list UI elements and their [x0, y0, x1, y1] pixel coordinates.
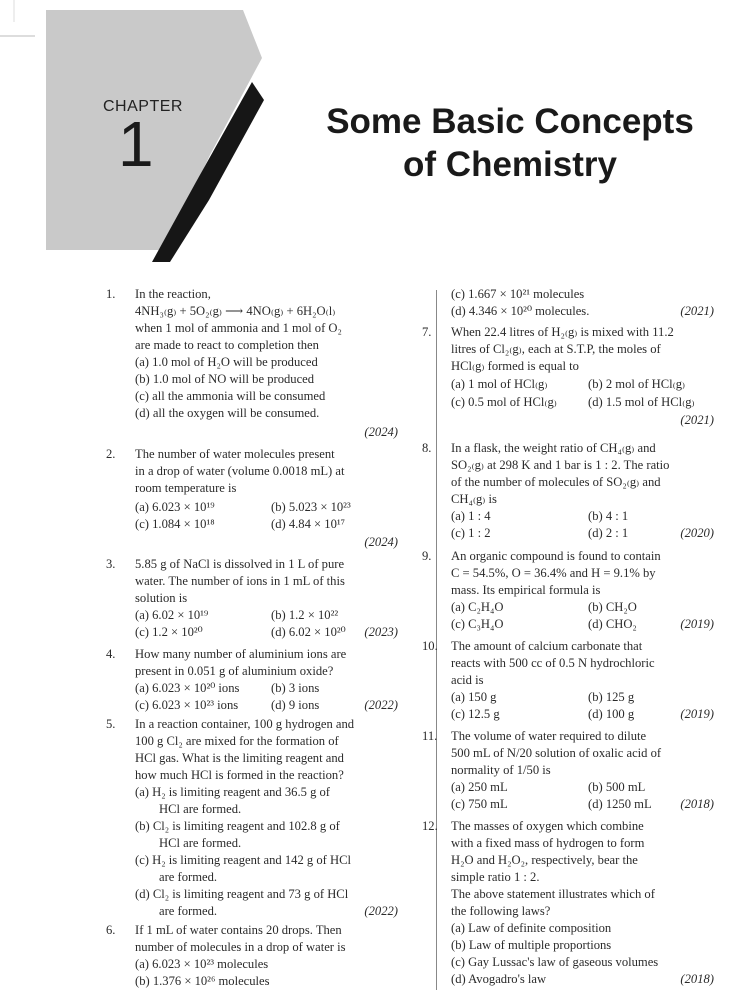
option-b: (b) Law of multiple proportions — [451, 938, 612, 952]
exam-year: (2022) — [364, 698, 398, 712]
option-a: (a) 1 mol of HCl₍g₎ — [451, 377, 548, 391]
option-a: (a) H₂ is limiting reagent and 36.5 g of — [135, 785, 331, 799]
question-5 — [106, 716, 398, 921]
option-d: (d) 9 ions — [271, 698, 320, 712]
exam-year: (2024) — [364, 535, 398, 549]
question-12 — [422, 818, 714, 990]
reaction-equation: 4NH₃₍g₎ + 5O₂₍g₎ ⟶ 4NO₍g₎ + 6H₂O₍l₎ — [135, 304, 336, 318]
option-b: (b) 4 : 1 — [588, 509, 629, 523]
question-stem: reacts with 500 cc of 0.5 N hydrochloric — [451, 656, 655, 670]
exam-year: (2022) — [364, 904, 398, 918]
option-c: (c) H₂ is limiting reagent and 142 g of HCl — [135, 853, 351, 867]
question-stem: SO₂₍g₎ at 298 K and 1 bar is 1 : 2. The ratio — [451, 458, 670, 472]
option-a-cont: HCl are formed. — [159, 802, 242, 816]
question-number: 5. — [106, 717, 116, 731]
question-number: 12. — [422, 819, 438, 833]
option-a: (a) 250 mL — [451, 780, 508, 794]
exam-year: (2019) — [680, 707, 714, 721]
right-column — [422, 286, 714, 991]
question-stem: CH₄₍g₎ is — [451, 492, 497, 506]
question-stem: with a fixed mass of hydrogen to form — [451, 836, 645, 850]
title-line-2: of Chemistry — [403, 145, 617, 184]
question-3 — [106, 556, 398, 646]
option-a: (a) Law of definite composition — [451, 921, 612, 935]
question-number: 11. — [422, 729, 438, 743]
question-stem: room temperature is — [135, 481, 237, 495]
question-number: 1. — [106, 287, 116, 301]
exam-year: (2021) — [680, 304, 714, 318]
option-d: (d) CHO₂ — [588, 617, 637, 631]
exam-year: (2021) — [680, 413, 714, 427]
option-c: (c) 6.023 × 10²³ ions — [135, 698, 239, 712]
question-8 — [422, 440, 714, 544]
question-6 — [106, 922, 398, 990]
option-c: (c) 750 mL — [451, 797, 508, 811]
option-b: (b) 2 mol of HCl₍g₎ — [588, 377, 686, 391]
question-stem: how much HCl is formed in the reaction? — [135, 768, 344, 782]
question-10 — [422, 638, 714, 724]
question-stem: In a reaction container, 100 g hydrogen and — [135, 717, 355, 731]
question-stem: The masses of oxygen which combine — [451, 819, 644, 833]
option-d: (d) 1.5 mol of HCl₍g₎ — [588, 395, 695, 409]
chapter-number: 1 — [118, 108, 154, 180]
question-stem: When 22.4 litres of H₂₍g₎ is mixed with 11.2 — [451, 325, 674, 339]
option-b: (b) 1.2 × 10²² — [271, 608, 339, 622]
question-stem: The amount of calcium carbonate that — [451, 639, 643, 653]
question-stem: 5.85 g of NaCl is dissolved in 1 L of pure — [135, 557, 345, 571]
question-stem: HCl gas. What is the limiting reagent and — [135, 751, 344, 765]
option-c: (c) 1 : 2 — [451, 526, 491, 540]
question-stem: litres of Cl₂₍g₎, each at S.T.P, the moles of — [451, 342, 661, 356]
exam-year: (2024) — [364, 425, 398, 439]
question-stem: present in 0.051 g of aluminium oxide? — [135, 664, 334, 678]
question-stem: mass. Its empirical formula is — [451, 583, 601, 597]
exam-year: (2020) — [680, 526, 714, 540]
option-c: (c) 1.667 × 10²¹ molecules — [451, 287, 585, 301]
option-d: (d) 100 g — [588, 707, 635, 721]
option-d-cont: are formed. — [159, 904, 218, 918]
option-c: (c) 12.5 g — [451, 707, 500, 721]
option-d: (d) 6.02 × 10²⁰ — [271, 625, 346, 639]
option-b-cont: HCl are formed. — [159, 836, 242, 850]
question-stem: An organic compound is found to contain — [451, 549, 661, 563]
option-c: (c) C₃H₄O — [451, 617, 504, 631]
option-b: (b) 1.0 mol of NO will be produced — [135, 372, 315, 386]
option-b: (b) CH₂O — [588, 600, 637, 614]
option-d: (d) 4.84 × 10¹⁷ — [271, 517, 346, 531]
question-11 — [422, 728, 714, 814]
option-c: (c) 1.084 × 10¹⁸ — [135, 517, 215, 531]
option-a: (a) C₂H₄O — [451, 600, 504, 614]
option-c: (c) Gay Lussac's law of gaseous volumes — [451, 955, 659, 969]
question-7 — [422, 324, 714, 434]
option-a: (a) 6.023 × 10²⁰ ions — [135, 681, 240, 695]
question-number: 10. — [422, 639, 438, 653]
left-column — [106, 286, 398, 991]
option-d: (d) 2 : 1 — [588, 526, 629, 540]
question-stem: In the reaction, — [135, 287, 211, 301]
question-number: 9. — [422, 549, 432, 563]
question-2 — [106, 446, 398, 556]
question-stem: 500 mL of N/20 solution of oxalic acid of — [451, 746, 662, 760]
option-c: (c) 0.5 mol of HCl₍g₎ — [451, 395, 557, 409]
title-line-1: Some Basic Concepts — [326, 102, 694, 141]
question-stem: in a drop of water (volume 0.0018 mL) at — [135, 464, 345, 478]
question-stem: solution is — [135, 591, 188, 605]
chapter-title — [300, 100, 720, 186]
question-stem: are made to react to completion then — [135, 338, 319, 352]
chapter-label: CHAPTER — [103, 98, 183, 115]
question-stem: number of molecules in a drop of water is — [135, 940, 346, 954]
question-stem: The number of water molecules present — [135, 447, 335, 461]
option-d: (d) 4.346 × 10²⁰ molecules. — [451, 304, 590, 318]
option-d: (d) all the oxygen will be consumed. — [135, 406, 320, 420]
question-number: 7. — [422, 325, 432, 339]
option-c: (c) 1.2 × 10²⁰ — [135, 625, 203, 639]
option-b: (b) 3 ions — [271, 681, 320, 695]
question-number: 8. — [422, 441, 432, 455]
question-9 — [422, 548, 714, 634]
option-b: (b) 125 g — [588, 690, 635, 704]
question-1 — [106, 286, 398, 439]
question-stem: HCl₍g₎ formed is equal to — [451, 359, 579, 373]
option-c: (c) all the ammonia will be consumed — [135, 389, 326, 403]
option-b: (b) 5.023 × 10²³ — [271, 500, 351, 514]
question-stem: of the number of molecules of SO₂₍g₎ and — [451, 475, 661, 489]
option-a: (a) 6.02 × 10¹⁹ — [135, 608, 209, 622]
question-stem: when 1 mol of ammonia and 1 mol of O₂ — [135, 321, 342, 335]
question-number: 3. — [106, 557, 116, 571]
exam-year: (2019) — [680, 617, 714, 631]
question-stem: How many number of aluminium ions are — [135, 647, 347, 661]
question-stem: The volume of water required to dilute — [451, 729, 647, 743]
exam-year: (2023) — [364, 625, 398, 639]
option-b: (b) 1.376 × 10²⁶ molecules — [135, 974, 270, 988]
question-number: 6. — [106, 923, 116, 937]
question-stem: 100 g Cl₂ are mixed for the formation of — [135, 734, 339, 748]
question-stem: In a flask, the weight ratio of CH₄₍g₎ and — [451, 441, 656, 455]
question-number: 2. — [106, 447, 116, 461]
option-c-cont: are formed. — [159, 870, 218, 884]
option-a: (a) 6.023 × 10²³ molecules — [135, 957, 269, 971]
option-d: (d) Cl₂ is limiting reagent and 73 g of HCl — [135, 887, 349, 901]
question-stem: If 1 mL of water contains 20 drops. Then — [135, 923, 342, 937]
option-a: (a) 1.0 mol of H₂O will be produced — [135, 355, 318, 369]
option-a: (a) 1 : 4 — [451, 509, 491, 523]
question-number: 4. — [106, 647, 116, 661]
question-6-continued — [422, 286, 714, 322]
question-stem: the following laws? — [451, 904, 551, 918]
question-stem: simple ratio 1 : 2. — [451, 870, 540, 884]
option-b: (b) Cl₂ is limiting reagent and 102.8 g of — [135, 819, 340, 833]
question-stem: acid is — [451, 673, 484, 687]
question-stem: H₂O and H₂O₂, respectively, bear the — [451, 853, 638, 867]
option-d: (d) 1250 mL — [588, 797, 652, 811]
question-stem: normality of 1/50 is — [451, 763, 551, 777]
option-b: (b) 500 mL — [588, 780, 646, 794]
option-a: (a) 6.023 × 10¹⁹ — [135, 500, 215, 514]
exam-year: (2018) — [680, 797, 714, 811]
question-stem: water. The number of ions in 1 mL of this — [135, 574, 345, 588]
question-4 — [106, 646, 398, 716]
exam-year: (2018) — [680, 972, 714, 986]
option-a: (a) 150 g — [451, 690, 497, 704]
question-stem: C = 54.5%, O = 36.4% and H = 9.1% by — [451, 566, 656, 580]
question-stem: The above statement illustrates which of — [451, 887, 655, 901]
option-d: (d) Avogadro's law — [451, 972, 547, 986]
